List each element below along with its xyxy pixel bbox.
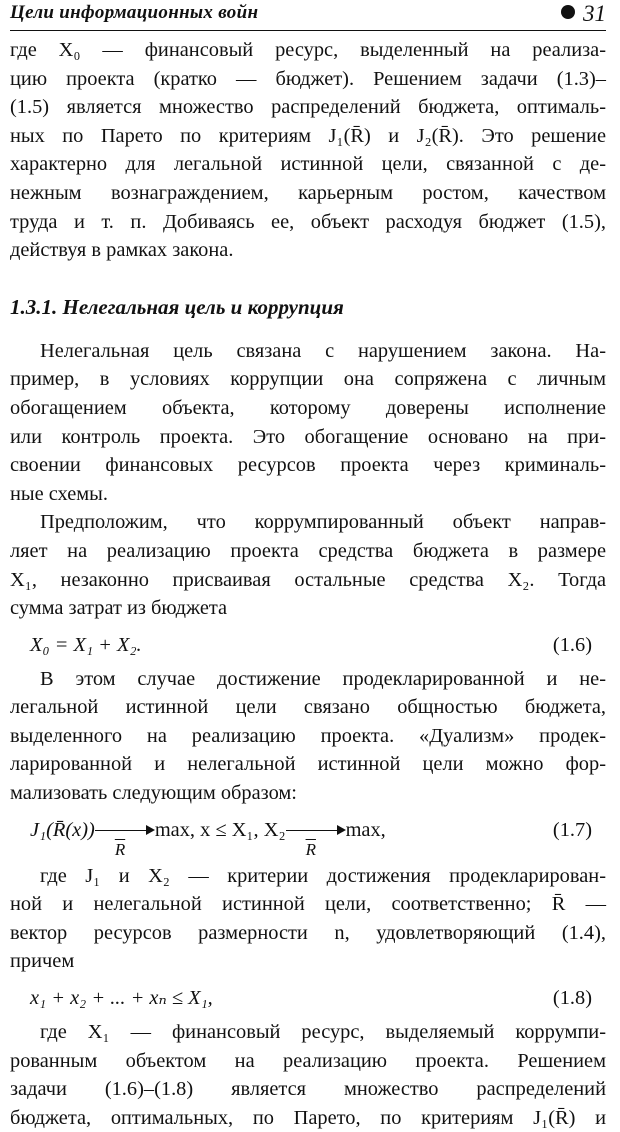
running-title: Цели информационных войн bbox=[10, 2, 259, 23]
text-line: ных по Парето по критериям J₁(R̄) и J₂(R̄). Это решение bbox=[10, 124, 606, 147]
page-number-group bbox=[561, 1, 606, 27]
maximize-arrow-icon bbox=[286, 821, 346, 859]
paragraph-criteria bbox=[10, 862, 606, 976]
text-line: пример, в условиях коррупции она сопряжена с личным bbox=[10, 368, 606, 391]
formula-1-8 bbox=[10, 984, 606, 1012]
formula-1-7 bbox=[10, 816, 606, 859]
text-line: Нелегальная цель связана с нарушением закона. На- bbox=[40, 339, 606, 362]
formula-part: J₁(R̄(x)) bbox=[30, 818, 95, 841]
text-line: где J₁ и X₂ — критерии достижения продекларирован- bbox=[40, 864, 606, 887]
text-line: где X₁ — финансовый ресурс, выделяемый коррумпи- bbox=[40, 1021, 606, 1044]
text-line: труда и т. п. Добиваясь ее, объект расходуя бюджет (1.5), bbox=[10, 210, 606, 233]
formula-1-6 bbox=[10, 631, 606, 659]
maximize-arrow-icon bbox=[95, 821, 155, 859]
page-number: 31 bbox=[583, 1, 606, 26]
page-body bbox=[10, 36, 606, 1132]
formula-part: max, bbox=[345, 818, 386, 841]
formula-number: (1.8) bbox=[552, 987, 592, 1010]
text-line: вектор ресурсов размерности n, удовлетворяющий (1.4), bbox=[10, 921, 606, 944]
text-line: обогащением объекта, которому доверены исполнение bbox=[10, 396, 606, 419]
paragraph-financial-resource bbox=[10, 1018, 606, 1132]
text-line: легальной истинной цели связано общностью бюджета, bbox=[10, 696, 606, 719]
text-line: ляет на реализацию проекта средства бюджета в размере bbox=[10, 539, 606, 562]
arrow-subscript: $\overline{R}$ bbox=[305, 839, 316, 859]
text-line: Предположим, что коррумпированный объект направ- bbox=[40, 511, 606, 534]
text-line: ные схемы. bbox=[10, 482, 108, 505]
formula-number: (1.7) bbox=[552, 818, 592, 841]
arrow-subscript: $\overline{R}$ bbox=[114, 839, 126, 859]
formula-part: max, x ≤ X₁, X₂ bbox=[154, 818, 286, 841]
text-line: действуя в рамках закона. bbox=[10, 239, 234, 262]
formula-expression bbox=[30, 816, 386, 859]
text-line: сумма затрат из бюджета bbox=[10, 597, 228, 620]
formula-expression: X₀ = X₁ + X₂. bbox=[30, 633, 142, 656]
section-heading: 1.3.1. Нелегальная цель и коррупция bbox=[10, 294, 344, 319]
text-line: рованным объектом на реализацию проекта. Решением bbox=[10, 1049, 606, 1072]
running-header bbox=[10, 2, 606, 31]
paragraph-illegal-goal bbox=[10, 337, 606, 509]
text-line: В этом случае достижение продекларированной и не- bbox=[40, 667, 606, 690]
formula-expression: x₁ + x₂ + ... + xₙ ≤ X₁, bbox=[30, 987, 213, 1010]
text-line: своении финансовых ресурсов проекта через криминаль- bbox=[10, 454, 606, 477]
text-line: цию проекта (кратко — бюджет). Решением задачи (1.3)– bbox=[10, 67, 606, 90]
bullet-icon bbox=[561, 5, 575, 19]
text-line: ларированной и нелегальной истинной цели можно фор- bbox=[10, 753, 606, 776]
text-line: выделенного на реализацию проекта. «Дуализм» продек- bbox=[10, 724, 606, 747]
text-line: мализовать следующим образом: bbox=[10, 782, 297, 805]
paragraph-budget-solution bbox=[10, 36, 606, 265]
text-line: где X₀ — финансовый ресурс, выделенный на реализа- bbox=[10, 39, 606, 61]
text-line: X₁, незаконно присваивая остальные средства X₂. Тогда bbox=[10, 568, 606, 591]
text-line: задачи (1.6)–(1.8) является множество распределений bbox=[10, 1078, 606, 1101]
paragraph-corrupt-object bbox=[10, 508, 606, 622]
text-line: нежным вознаграждением, карьерным ростом, качеством bbox=[10, 181, 606, 204]
text-line: (1.5) является множество распределений бюджета, оптималь- bbox=[10, 96, 606, 119]
text-line: или контроль проекта. Это обогащение основано на при- bbox=[10, 425, 606, 448]
formula-number: (1.6) bbox=[552, 633, 592, 656]
text-line: характерно для легальной истинной цели, связанной с де- bbox=[10, 153, 606, 176]
text-line: причем bbox=[10, 950, 75, 973]
text-line: бюджета, оптимальных, по Парето, по критериям J₁(R̄) и bbox=[10, 1106, 606, 1129]
text-line: ной и нелегальной истинной цели, соответственно; R̄ — bbox=[10, 893, 606, 916]
paragraph-dualism bbox=[10, 665, 606, 808]
